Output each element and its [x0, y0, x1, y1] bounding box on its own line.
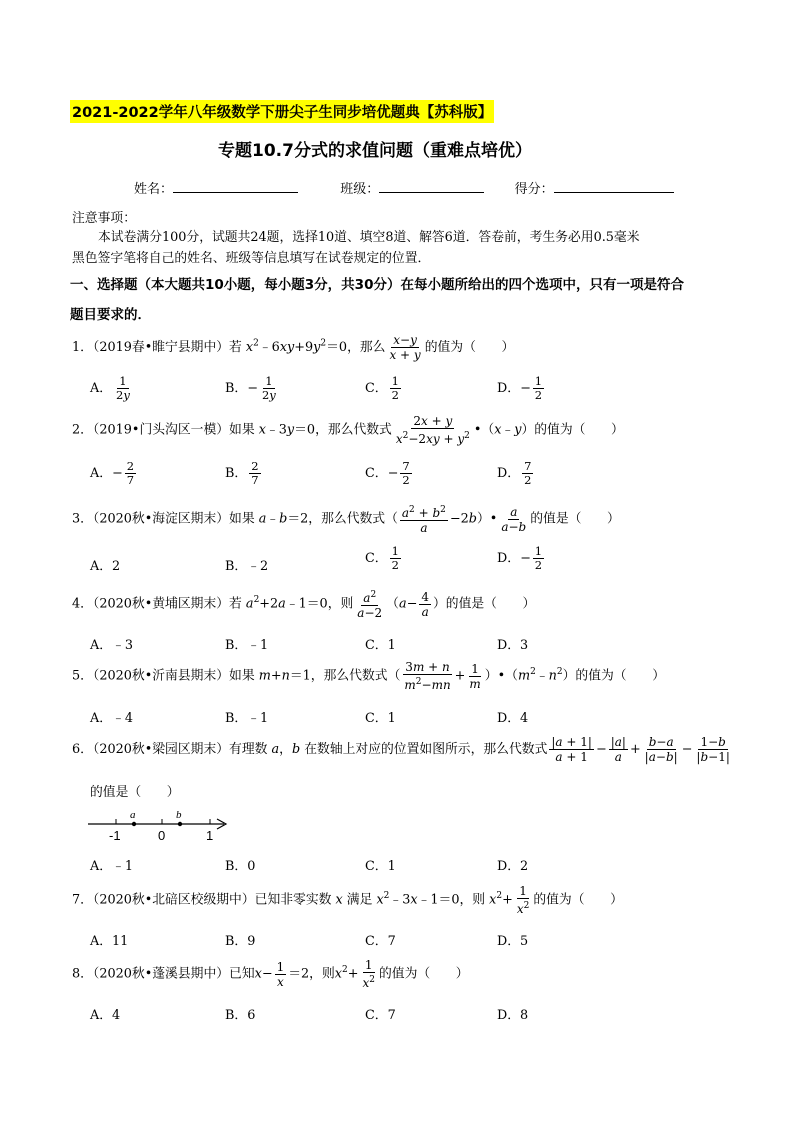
score-blank[interactable]: [554, 180, 674, 193]
option-a[interactable]: A． $\frac{1}{2y}$: [90, 374, 130, 402]
option-a[interactable]: A．11: [90, 934, 129, 949]
question-3: 3．（2020秋•海淀区期末）如果 a﹣b＝2，那么代数式（ $\frac{a^2 + b^2}{a}$ −2b）• $\frac{a}{a-b}$ 的值是（ ）: [72, 504, 620, 535]
question-4: 4．（2020秋•黄埔区期末）若 $a^2+2a﹣1=0$，则 $\frac{a^2}{a-2}$ （a− $\frac{4}{a}$ ）的值是（ ）: [72, 589, 536, 620]
fraction: $\frac{a^2}{a-2}$: [357, 590, 383, 620]
fraction: $\frac{|a|}{a}$: [610, 735, 626, 764]
option-c[interactable]: C．− $\frac{7}{2}$: [365, 459, 410, 487]
question-number: 8．: [72, 966, 93, 982]
option-a[interactable]: A．4: [90, 1008, 121, 1023]
question-source: （2019•门头沟区一模）: [92, 422, 230, 438]
class-blank[interactable]: [379, 180, 484, 193]
point-a-label: a: [130, 809, 136, 821]
option-b[interactable]: B．﹣1: [225, 711, 269, 726]
option-c[interactable]: C． $\frac{1}{2}$: [365, 374, 399, 402]
question-7: 7．（2020秋•北碚区校级期中）已知非零实数 x 满足 $x^2﹣3x﹣1=0$，则 $x^2+$ $\frac{1}{x^2}$ 的值为（ ）: [72, 884, 623, 916]
fraction: $\frac{2x + y}{x^2-2xy + y^2}$: [395, 414, 470, 446]
option-d[interactable]: D．8: [497, 1008, 529, 1023]
option-b[interactable]: B． $\frac{2}{7}$: [225, 459, 259, 487]
fraction: $\frac{1}{x}$: [276, 959, 285, 989]
fraction: $\frac{x-y}{x + y}$: [389, 333, 421, 362]
question-source: （2020秋•黄埔区期末）: [92, 596, 230, 612]
question-number: 3．: [72, 511, 93, 527]
option-d[interactable]: D．3: [497, 638, 529, 653]
notice-line2: 黑色签字笔将自己的姓名、班级等信息填写在试卷规定的位置．: [72, 251, 431, 266]
option-b[interactable]: B．6: [225, 1008, 256, 1023]
option-d[interactable]: D．− $\frac{1}{2}$: [497, 374, 543, 402]
option-d[interactable]: D．− $\frac{1}{2}$: [497, 544, 543, 572]
question-5: 5．（2020秋•沂南县期末）如果 m+n＝1，那么代数式（ $\frac{3m + n}{m^2-mn}$ + $\frac{1}{m}$ ）$•(m^2﹣n^2)$的值为（ ）: [72, 660, 665, 692]
option-c[interactable]: C． $\frac{1}{2}$: [365, 544, 399, 572]
name-blank[interactable]: [173, 180, 298, 193]
fraction: $\frac{3m + n}{m^2-mn}$: [404, 660, 451, 692]
option-a[interactable]: A．2: [90, 559, 121, 574]
option-b[interactable]: B．﹣2: [225, 559, 269, 574]
option-a[interactable]: A．﹣1: [90, 859, 133, 874]
point-b-label: b: [176, 809, 182, 821]
page-title: 专题10.7分式的求值问题（重难点培优）: [218, 141, 532, 161]
section-heading-line2: 题目要求的．: [70, 307, 151, 323]
question-number: 2．: [72, 422, 93, 438]
tick-label: 1: [206, 828, 214, 843]
fraction: $\frac{1}{x^2}$: [516, 884, 530, 916]
option-a[interactable]: A．﹣3: [90, 638, 133, 653]
question-source: （2020秋•海淀区期末）: [92, 511, 230, 527]
header-banner: 2021-2022学年八年级数学下册尖子生同步培优题典【苏科版】: [70, 100, 494, 123]
question-source: （2019春•睢宁县期中）: [92, 340, 230, 355]
fraction: $\frac{1}{x^2}$: [362, 958, 375, 990]
question-source: （2020秋•北碚区校级期中）: [92, 892, 255, 908]
question-number: 1．: [72, 340, 93, 355]
question-source: （2020秋•蓬溪县期中）: [92, 966, 230, 982]
question-number: 4．: [72, 596, 93, 612]
score-label: 得分：: [514, 182, 554, 197]
option-b[interactable]: B．﹣1: [225, 638, 269, 653]
option-d[interactable]: D．5: [497, 934, 529, 949]
fraction: $\frac{1}{m}$: [469, 661, 481, 691]
question-1: 1．（2019春•睢宁县期中）若 $x^2﹣6xy+9y^2=0$，那么 $\frac{x-y}{x + y}$ 的值为（ ）: [72, 333, 515, 362]
option-c[interactable]: C．7: [365, 1008, 396, 1023]
option-b[interactable]: B．− $\frac{1}{2y}$: [225, 374, 276, 402]
fraction: $\frac{4}{a}$: [421, 589, 429, 619]
fraction: $\frac{a}{a-b}$: [501, 504, 527, 534]
option-d[interactable]: D．4: [497, 711, 529, 726]
question-number: 5．: [72, 668, 93, 684]
point-a-dot: [132, 822, 136, 826]
question-source: （2020秋•沂南县期末）: [92, 668, 230, 684]
option-d[interactable]: D．2: [497, 859, 529, 874]
option-d[interactable]: D． $\frac{7}{2}$: [497, 459, 532, 487]
question-8: 8．（2020秋•蓬溪县期中）已知x− $\frac{1}{x}$ ＝2，则$x^2+$ $\frac{1}{x^2}$ 的值为（ ）: [72, 958, 469, 990]
tick-label: 0: [158, 828, 166, 843]
question-number: 6．: [72, 742, 93, 757]
notice-line1: 本试卷满分100分，试题共24题，选择10道、填空8道、解答6道．答卷前，考生务必用0.5毫米: [98, 230, 640, 245]
option-a[interactable]: A．− $\frac{2}{7}$: [90, 459, 135, 487]
option-b[interactable]: B．9: [225, 934, 256, 949]
option-b[interactable]: B．0: [225, 859, 256, 874]
point-b-dot: [178, 822, 182, 826]
option-c[interactable]: C．7: [365, 934, 396, 949]
question-source: （2020秋•梁园区期末）: [92, 742, 230, 757]
option-c[interactable]: C．1: [365, 711, 396, 726]
question-6-tail: 的值是（ ）: [90, 785, 180, 800]
name-label: 姓名：: [134, 182, 174, 197]
option-a[interactable]: A．﹣4: [90, 711, 133, 726]
class-label: 班级：: [340, 182, 380, 197]
question-6: 6．（2020秋•梁园区期末）有理数 a，b 在数轴上对应的位置如图所示，那么代数式 $\frac{|a + 1|}{a + 1}$ − $\frac{|a|}{a}$ + $\frac{b-a}{|a-b|}$ − $\frac{1-b}{|b-1|}$: [72, 735, 730, 764]
question-number: 7．: [72, 892, 93, 908]
option-c[interactable]: C．1: [365, 859, 396, 874]
number-line-figure: [86, 808, 236, 844]
fraction: $\frac{a^2 + b^2}{a}$: [401, 505, 446, 535]
notice-heading: 注意事项：: [72, 211, 136, 226]
fraction: $\frac{1-b}{|b-1|}$: [696, 735, 730, 764]
option-c[interactable]: C．1: [365, 638, 396, 653]
fraction: $\frac{b-a}{|a-b|}$: [644, 735, 678, 764]
section-heading-line1: 一、选择题（本大题共10小题，每小题3分，共30分）在每小题所给出的四个选项中，只有一项是符合: [70, 277, 684, 293]
question-2: 2．（2019•门头沟区一模）如果 x﹣3y＝0，那么代数式 $\frac{2x + y}{x^2-2xy + y^2}$ •（x﹣y）的值为（ ）: [72, 414, 624, 446]
fraction: $\frac{|a + 1|}{a + 1}$: [551, 735, 592, 764]
student-info: [134, 178, 674, 197]
tick-label: -1: [109, 828, 121, 843]
